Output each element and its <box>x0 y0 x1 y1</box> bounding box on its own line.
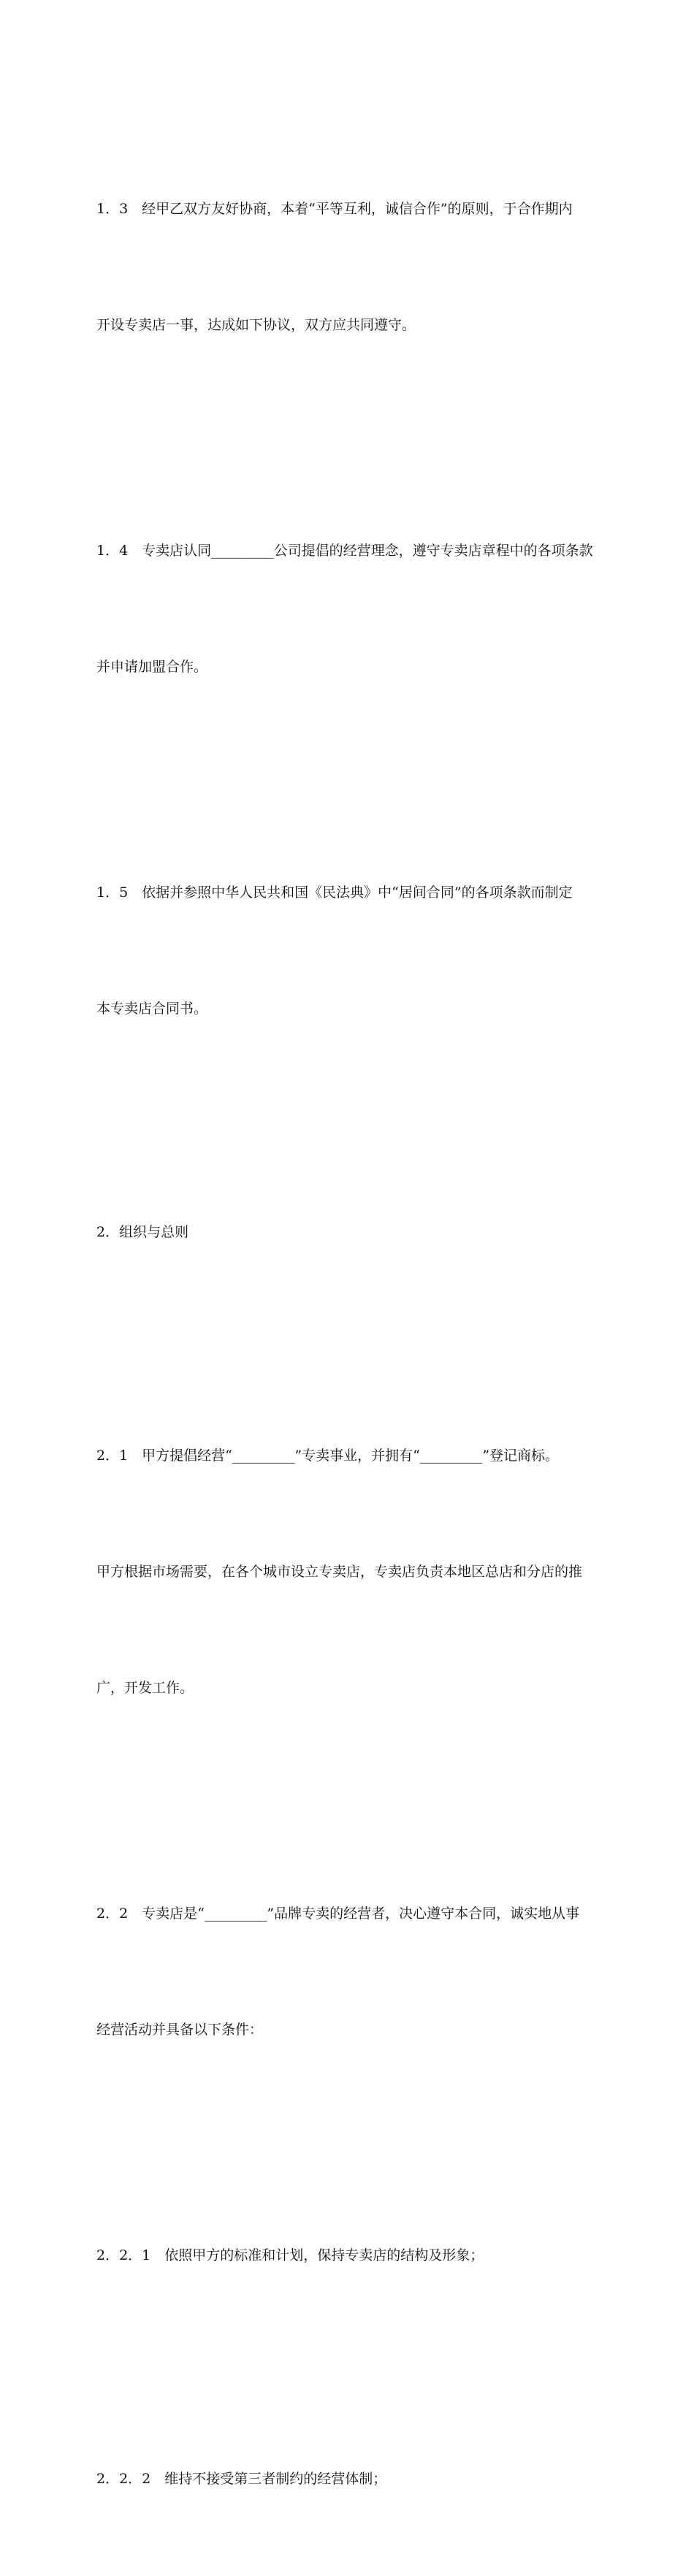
text-line: 2．2 专卖店是“_________”品牌专卖的经营者，决心遵守本合同，诚实地从事 <box>96 1906 580 1922</box>
clause-1-3 <box>96 112 600 422</box>
text-line: 1．5 依据并参照中华人民共和国《民法典》中“居间合同”的各项条款而制定 <box>96 884 573 901</box>
text-line: 开设专卖店一事，达成如下协议，双方应共同遵守。 <box>96 317 416 333</box>
clause-2-2-1 <box>96 2159 600 2353</box>
text-line: 经营活动并具备以下条件： <box>96 2022 264 2038</box>
text-line: 2．2．1 依照甲方的标准和计划，保持专卖店的结构及形象； <box>96 2247 484 2263</box>
text-line: 1．3 经甲乙双方友好协商，本着“平等互利，诚信合作”的原则，于合作期内 <box>96 201 573 217</box>
text-line: 本专卖店合同书。 <box>96 1001 208 1017</box>
text-line: 2．2．2 维持不接受第三者制约的经营体制； <box>96 2471 387 2487</box>
clause-2-2 <box>96 1817 600 2127</box>
document-body <box>96 112 600 2576</box>
clause-2-1 <box>96 1359 600 1785</box>
text-line: 1．4 专卖店认同_________公司提倡的经营理念，遵守专卖店章程中的各项条款 <box>96 543 593 559</box>
clause-2-2-2 <box>96 2382 600 2576</box>
text-line: 2．组织与总则 <box>96 1224 189 1240</box>
text-line: 广，开发工作。 <box>96 1680 194 1696</box>
section-heading-2 <box>96 1136 600 1329</box>
text-line: 并申请加盟合作。 <box>96 659 208 675</box>
clause-1-5 <box>96 796 600 1106</box>
text-line: 2．1 甲方提倡经营“_________”专卖事业，并拥有“_________”登记商标。 <box>96 1448 560 1464</box>
text-line: 甲方根据市场需要，在各个城市设立专卖店，专卖店负责本地区总店和分店的推 <box>96 1564 583 1580</box>
clause-1-4 <box>96 454 600 764</box>
